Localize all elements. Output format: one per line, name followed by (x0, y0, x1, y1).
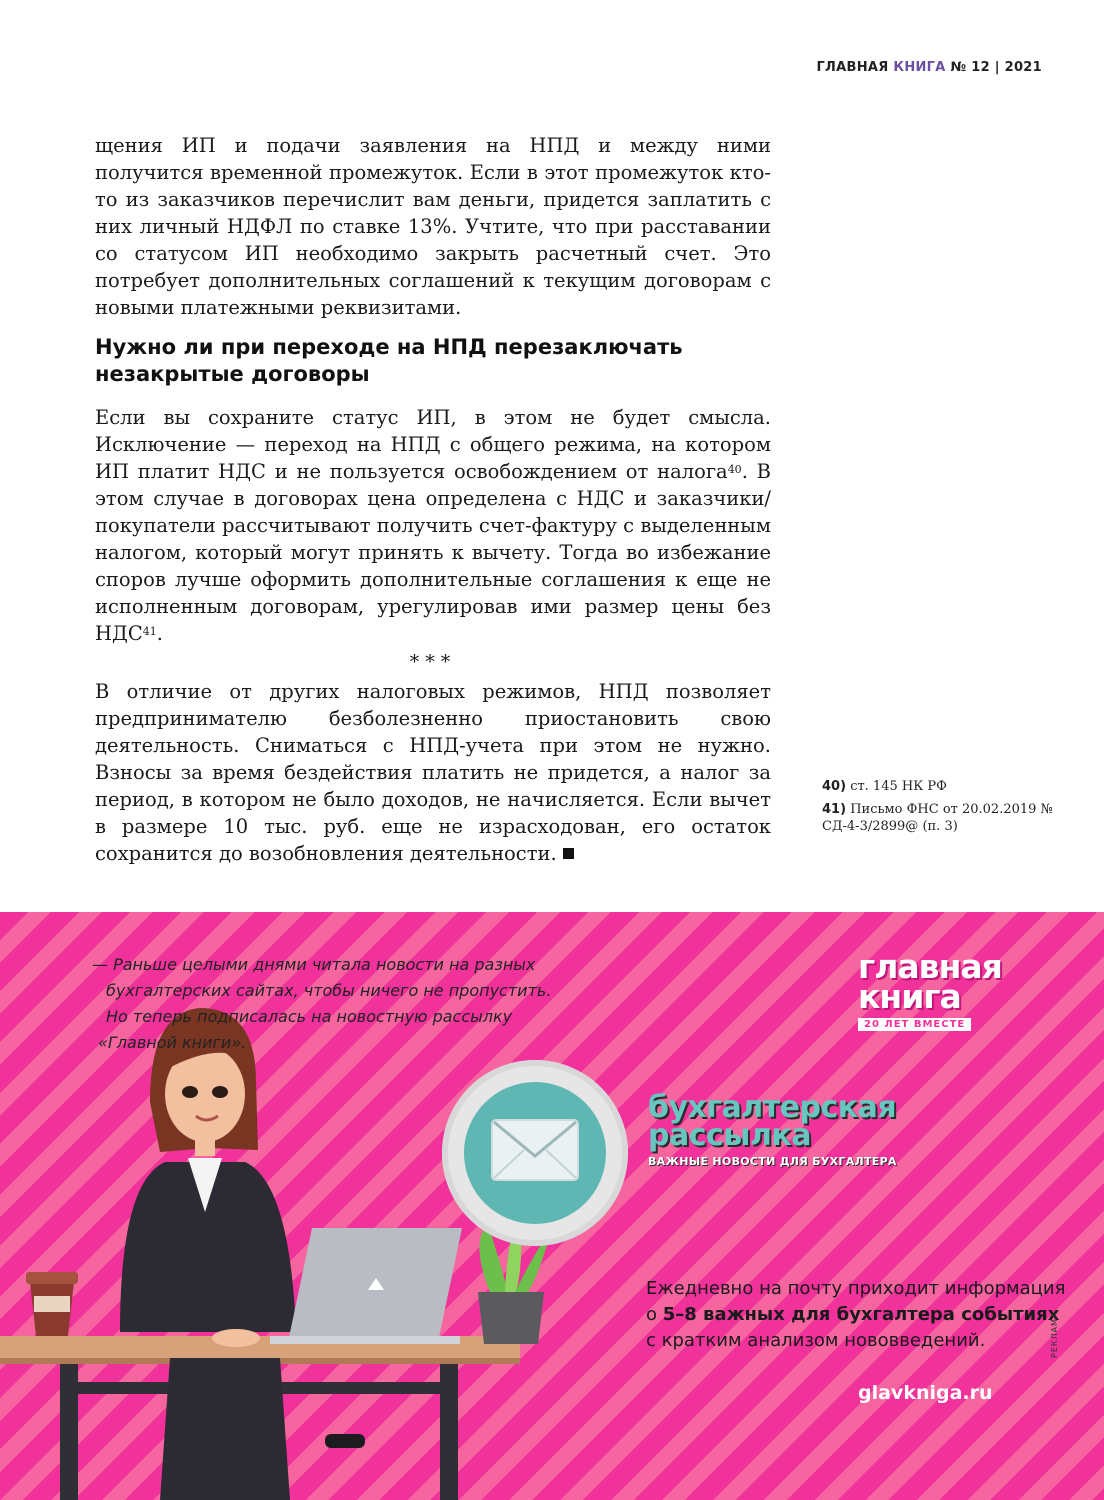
paragraph-2 (95, 404, 771, 647)
paragraph-3-block (95, 678, 771, 867)
newsletter-title-line-1: бухгалтерская (648, 1090, 897, 1125)
footnote-text: ст. 145 НК РФ (850, 779, 947, 794)
footnotes (822, 778, 1062, 841)
section-separator: *** (409, 651, 457, 673)
newsletter-title-line-2: рассылка (648, 1118, 811, 1153)
quote-line: «Главной книги». (98, 1033, 247, 1052)
newsletter-description (646, 1276, 1066, 1354)
footnote-number: 41) (822, 802, 847, 817)
brand-name-accent: КНИГА (893, 60, 946, 75)
section-heading-block (95, 334, 771, 388)
logo-line-1: главная (858, 947, 1002, 986)
issue-number: № 12 | 2021 (950, 60, 1042, 75)
newsletter-subtitle: ВАЖНЫЕ НОВОСТИ ДЛЯ БУХГАЛТЕРА (648, 1155, 897, 1168)
description-highlight: 5–8 важных для бухгалтера событиях (662, 1304, 1060, 1325)
woman-eye (182, 1086, 198, 1098)
footnote-ref-40[interactable]: 40 (727, 463, 742, 476)
quote-line: — Раньше целыми днями читала новости на разных (92, 955, 536, 974)
end-of-article-mark (563, 848, 574, 859)
advertisement-banner[interactable] (0, 912, 1104, 1500)
plant-pot-icon (478, 1292, 544, 1344)
footnote-text: Письмо ФНС от 20.02.2019 № СД-4-3/2899@ (п. 3) (822, 802, 1053, 834)
envelope-icon (478, 1104, 592, 1194)
footnote-number: 40) (822, 779, 847, 794)
paragraph-1: щения ИП и подачи заявления на НПД и между ними получится временной промежуток. Если в этот промежуток кто-то из заказчиков перечислит вам деньги, придется заплатить с них личный НДФЛ по ставке 13%. Учтите, что при расставании со статусом ИП необходимо закрыть расчетный счет. Это потребует дополнительных соглашений к текущим договорам с новыми платежными реквизитами. (95, 134, 771, 319)
glavkniga-logo (858, 947, 1048, 1031)
woman-hands (212, 1329, 260, 1347)
testimonial-quote (92, 952, 582, 1056)
laptop-base (270, 1336, 460, 1344)
footnote-40 (822, 778, 1062, 795)
paragraph-2-block (95, 404, 771, 647)
footnote-ref-41[interactable]: 41 (142, 625, 157, 638)
woman-skirt (160, 1358, 290, 1500)
description-prefix: о (646, 1304, 663, 1325)
logo-tagline: 20 ЛЕТ ВМЕСТЕ (858, 1018, 971, 1031)
paragraph-2-text-b: . В этом случае в договорах цена определена с НДС и заказчики/покупатели рассчитывают получить счет-фактуру с выделенным налогом, который могут принять к вычету. Тогда во избежание споров лучше оформить дополнительные соглашения к еще не исполненным договорам, урегулировав ими размер цены без НДС (95, 460, 771, 645)
separator-block (95, 650, 771, 674)
newsletter-title (648, 1090, 897, 1169)
website-link[interactable]: glavkniga.ru (858, 1382, 993, 1404)
paragraph-2-text-c: . (156, 622, 163, 645)
running-header (816, 60, 1042, 75)
footnote-41 (822, 801, 1062, 835)
coffee-cup-lid (26, 1272, 78, 1284)
paragraph-2-text-a: Если вы сохраните статус ИП, в этом не будет смысла. Исключение — переход на НПД с общего режима, на котором ИП платит НДС и не пользуется освобождением от налога (95, 406, 771, 483)
paragraph-3-text: В отличие от других налоговых режимов, НПД позволяет предпринимателю безболезненно приостановить свою деятельность. Сниматься с НПД-учета при этом не нужно. Взносы за время бездействия платить не придется, а налог за период, в котором не было доходов, не начисляется. Если вычет в размере 10 тыс. руб. еще не израсходован, его остаток сохранится до возобновления деятельности. (95, 680, 771, 865)
article-column (95, 132, 771, 321)
paragraph-3 (95, 678, 771, 867)
logo-line-2: книга (858, 977, 961, 1016)
quote-line: бухгалтерских сайтах, чтобы ничего не пропустить. (106, 981, 552, 1000)
woman-neck (195, 1138, 215, 1156)
coffee-cup-sleeve (34, 1296, 70, 1312)
description-line-1: Ежедневно на почту приходит информация (646, 1278, 1066, 1299)
mail-badge (442, 1060, 628, 1246)
quote-line: Но теперь подписалась на новостную рассылку (106, 1007, 513, 1026)
brand-name: ГЛАВНАЯ (816, 60, 889, 75)
woman-eye (212, 1086, 228, 1098)
woman-shoe (325, 1434, 365, 1448)
advertisement-label: РЕКЛАМА (1050, 1311, 1059, 1358)
section-heading: Нужно ли при переходе на НПД перезаключать незакрытые договоры (95, 335, 683, 386)
description-line-3: с кратким анализом нововведений. (646, 1330, 986, 1351)
description-line-2 (646, 1302, 1066, 1328)
